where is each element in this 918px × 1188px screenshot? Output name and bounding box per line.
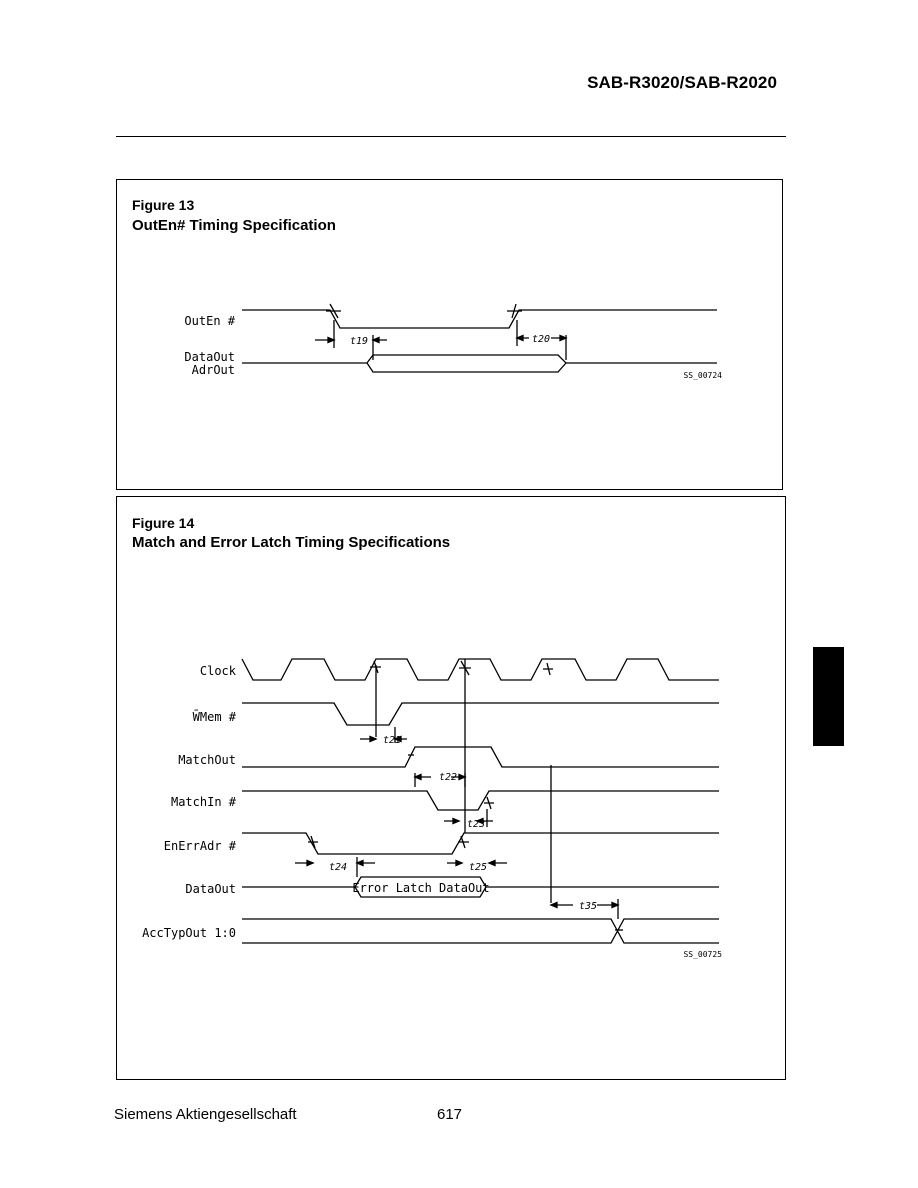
signal-label-adrout: AdrOut <box>191 363 235 377</box>
side-thumb-tab <box>813 647 844 746</box>
dataout-waveform <box>242 355 717 363</box>
timing-label-t23: t23 <box>467 819 486 830</box>
signal-label-enerradr: EnErrAdr # <box>163 839 236 853</box>
timing-label-t22: t22 <box>439 772 458 783</box>
timing-label-t35: t35 <box>579 901 598 912</box>
signal-label-clock: Clock <box>199 664 236 678</box>
matchout-waveform <box>242 747 719 767</box>
figure-14-caption: Match and Error Latch Timing Specifications <box>132 534 451 551</box>
outen-waveform <box>242 310 717 328</box>
figure-13-caption: OutEn# Timing Specification <box>132 217 336 234</box>
signal-label-matchin: MatchIn # <box>170 795 236 809</box>
timing-label-t21: t21 <box>383 735 402 746</box>
figure-14-timing-diagram <box>117 497 785 1079</box>
clock-waveform <box>242 659 719 680</box>
signal-label-dataout: DataOut <box>185 882 236 896</box>
bus-label-error-latch: Error Latch DataOut <box>352 881 490 895</box>
footer-company: Siemens Aktiengesellschaft <box>114 1106 297 1123</box>
timing-label-t19: t19 <box>350 336 369 347</box>
signal-label-matchout: MatchOut <box>178 753 236 767</box>
figure-13-box <box>116 179 783 490</box>
acctypout-waveform <box>242 919 719 943</box>
timing-label-t25: t25 <box>469 862 488 873</box>
figure-14-number: Figure 14 <box>132 515 195 531</box>
signal-label-outen: OutEn # <box>184 314 235 328</box>
signal-label-dataout: DataOut <box>184 350 235 364</box>
figure-13-timing-diagram <box>117 180 782 489</box>
page-header-title: SAB-R3020/SAB-R2020 <box>587 73 777 92</box>
wmem-waveform <box>242 703 719 725</box>
timing-label-t24: t24 <box>329 862 348 873</box>
footer-page-number: 617 <box>437 1106 463 1123</box>
figure-14-ref: SS_00725 <box>683 950 722 959</box>
signal-label-wmem: W̄Mem # <box>192 710 236 724</box>
adrout-bus-lower <box>367 363 566 372</box>
signal-label-acctypout: AccTypOut 1:0 <box>142 926 236 940</box>
figure-13-ref: SS_00724 <box>683 371 722 380</box>
figure-13-number: Figure 13 <box>132 197 195 213</box>
figure-14-box <box>116 496 786 1080</box>
matchin-waveform <box>242 791 719 810</box>
timing-label-t20: t20 <box>532 334 551 345</box>
header-rule <box>116 136 786 137</box>
